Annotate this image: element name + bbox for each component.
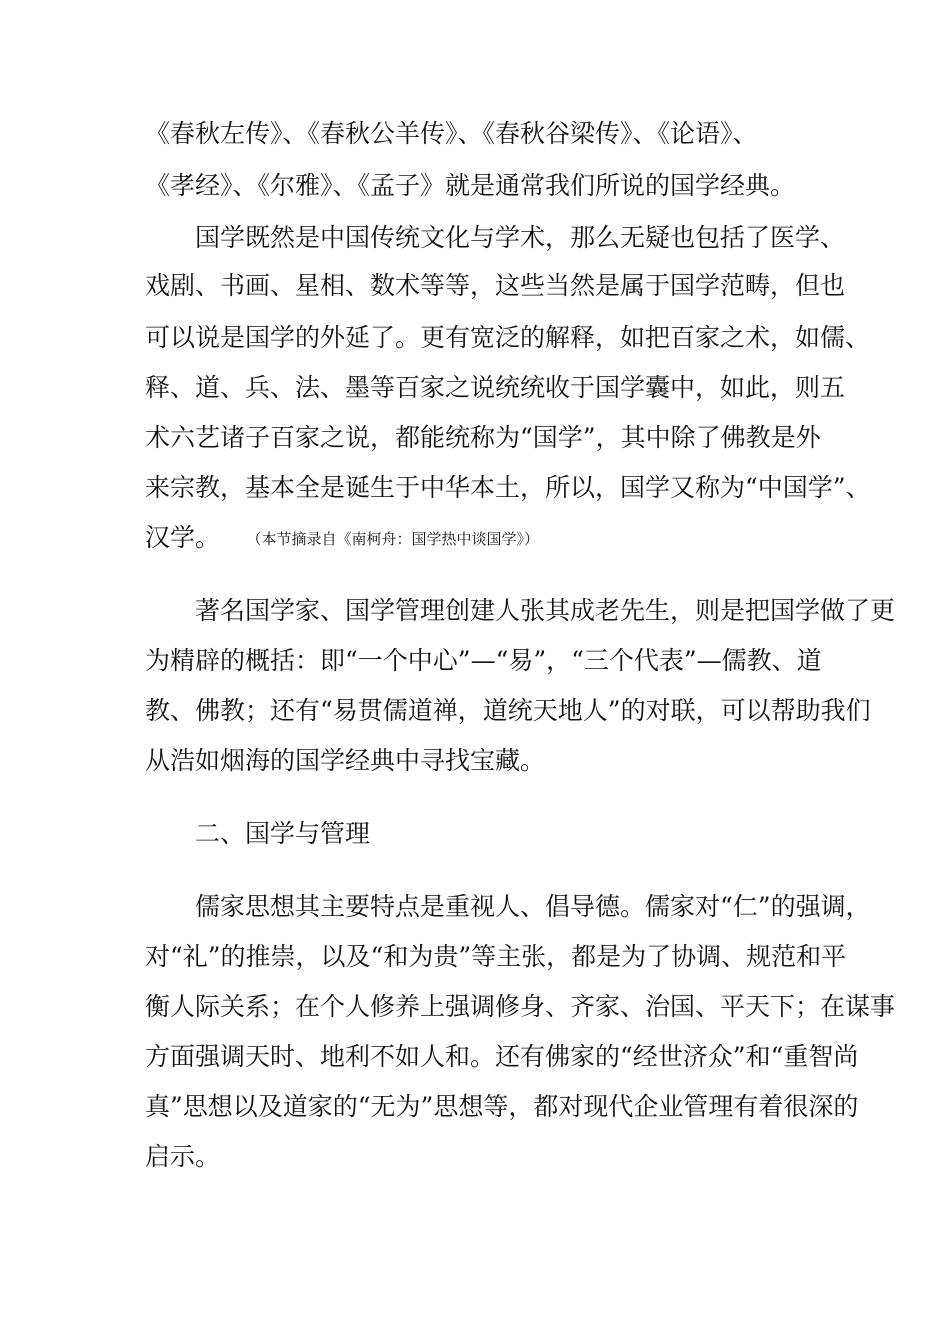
text-line: 衡人际关系；在个人修养上强调修身、齐家、治国、平天下；在谋事 [145,992,896,1021]
paragraph-first-line: 著名国学家、国学管理创建人张其成老先生，则是把国学做了更 [195,596,896,625]
source-note: （本节摘录自《南柯舟：国学热中谈国学》） [254,530,540,548]
text-line-with-note [145,522,539,557]
text-line: 戏剧、书画、星相、数术等等，这些当然是属于国学范畴，但也 [145,271,846,300]
text-line: 术六艺诸子百家之说，都能统称为“国学”，其中除了佛教是外 [145,423,821,452]
text-line: 《春秋左传》、《春秋公羊传》、《春秋谷梁传》、《论语》、 [145,119,758,148]
text-line: 可以说是国学的外延了。更有宽泛的解释，如把百家之术，如儒、 [145,323,871,352]
paragraph-first-line: 国学既然是中国传统文化与学术，那么无疑也包括了医学、 [195,223,846,252]
text-line: 为精辟的概括：即“一个中心”—“易”，“三个代表”—儒教、道 [145,646,822,675]
text-fragment: 汉学。 [145,523,221,552]
text-line: 《孝经》、《尔雅》、《孟子》就是通常我们所说的国学经典。 [145,171,796,200]
text-line: 从浩如烟海的国学经典中寻找宝藏。 [145,746,546,775]
text-line: 方面强调天时、地利不如人和。还有佛家的“经世济众”和“重智尚 [145,1042,859,1071]
text-line: 来宗教，基本全是诞生于中华本土，所以，国学又称为“中国学”、 [145,473,871,502]
text-line: 启示。 [145,1142,221,1171]
text-line: 真”思想以及道家的“无为”思想等，都对现代企业管理有着很深的 [145,1092,859,1121]
text-line: 释、道、兵、法、墨等百家之说统统收于国学囊中，如此，则五 [145,373,846,402]
paragraph-first-line: 儒家思想其主要特点是重视人、倡导德。儒家对“仁”的强调， [195,892,871,921]
section-heading: 二、国学与管理 [195,819,371,848]
text-line: 对“礼”的推崇，以及“和为贵”等主张，都是为了协调、规范和平 [145,942,847,971]
text-line: 教、佛教；还有“易贯儒道禅，道统天地人”的对联，可以帮助我们 [145,696,871,725]
